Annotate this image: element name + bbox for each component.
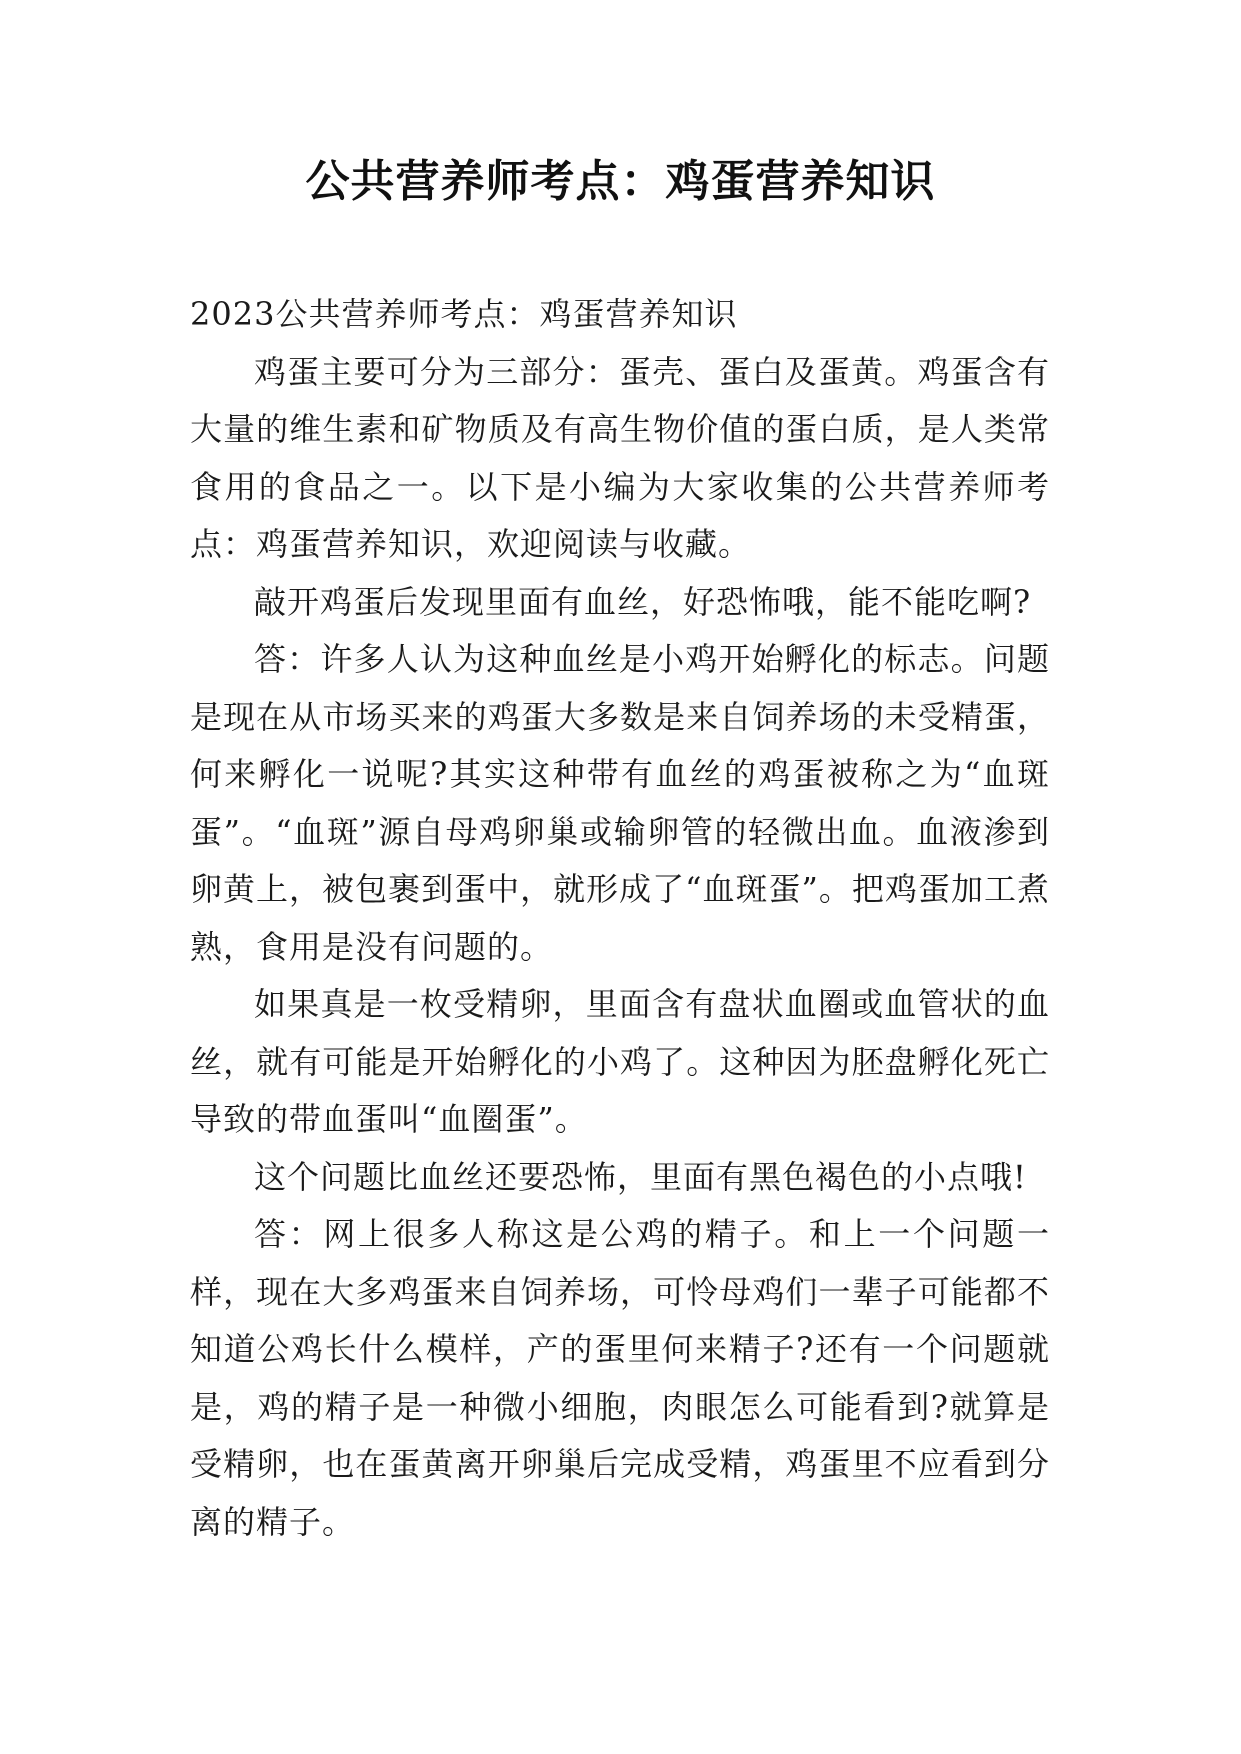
answer-paragraph-1: 答：许多人认为这种血丝是小鸡开始孵化的标志。问题是现在从市场买来的鸡蛋大多数是来自饲养场的未受精蛋，何来孵化一说呢?其实这种带有血丝的鸡蛋被称之为“血斑蛋”。“血斑”源自母鸡卵巢或输卵管的轻微出血。血液渗到卵黄上，被包裹到蛋中，就形成了“血斑蛋”。把鸡蛋加工煮熟，食用是没有问题的。 [190,640,1050,966]
subtitle-paragraph: 2023公共营养师考点：鸡蛋营养知识 [190,295,738,333]
document-body [190,286,1050,1551]
question-paragraph-2: 这个问题比血丝还要恐怖，里面有黑色褐色的小点哦! [254,1157,1027,1196]
intro-paragraph: 鸡蛋主要可分为三部分：蛋壳、蛋白及蛋黄。鸡蛋含有大量的维生素和矿物质及有高生物价值的蛋白质，是人类常食用的食品之一。以下是小编为大家收集的公共营养师考点：鸡蛋营养知识，欢迎阅读与收藏。 [190,352,1050,563]
answer-paragraph-1b: 如果真是一枚受精卵，里面含有盘状血圈或血管状的血丝，就有可能是开始孵化的小鸡了。这种因为胚盘孵化死亡导致的带血蛋叫“血圈蛋”。 [190,985,1050,1138]
question-paragraph-1: 敲开鸡蛋后发现里面有血丝，好恐怖哦，能不能吃啊? [254,582,1032,621]
answer-paragraph-2: 答：网上很多人称这是公鸡的精子。和上一个问题一样，现在大多鸡蛋来自饲养场，可怜母鸡们一辈子可能都不知道公鸡长什么模样，产的蛋里何来精子?还有一个问题就是，鸡的精子是一种微小细胞，肉眼怎么可能看到?就算是受精卵，也在蛋黄离开卵巢后完成受精，鸡蛋里不应看到分离的精子。 [190,1215,1050,1541]
page-title: 公共营养师考点：鸡蛋营养知识 [305,156,936,207]
